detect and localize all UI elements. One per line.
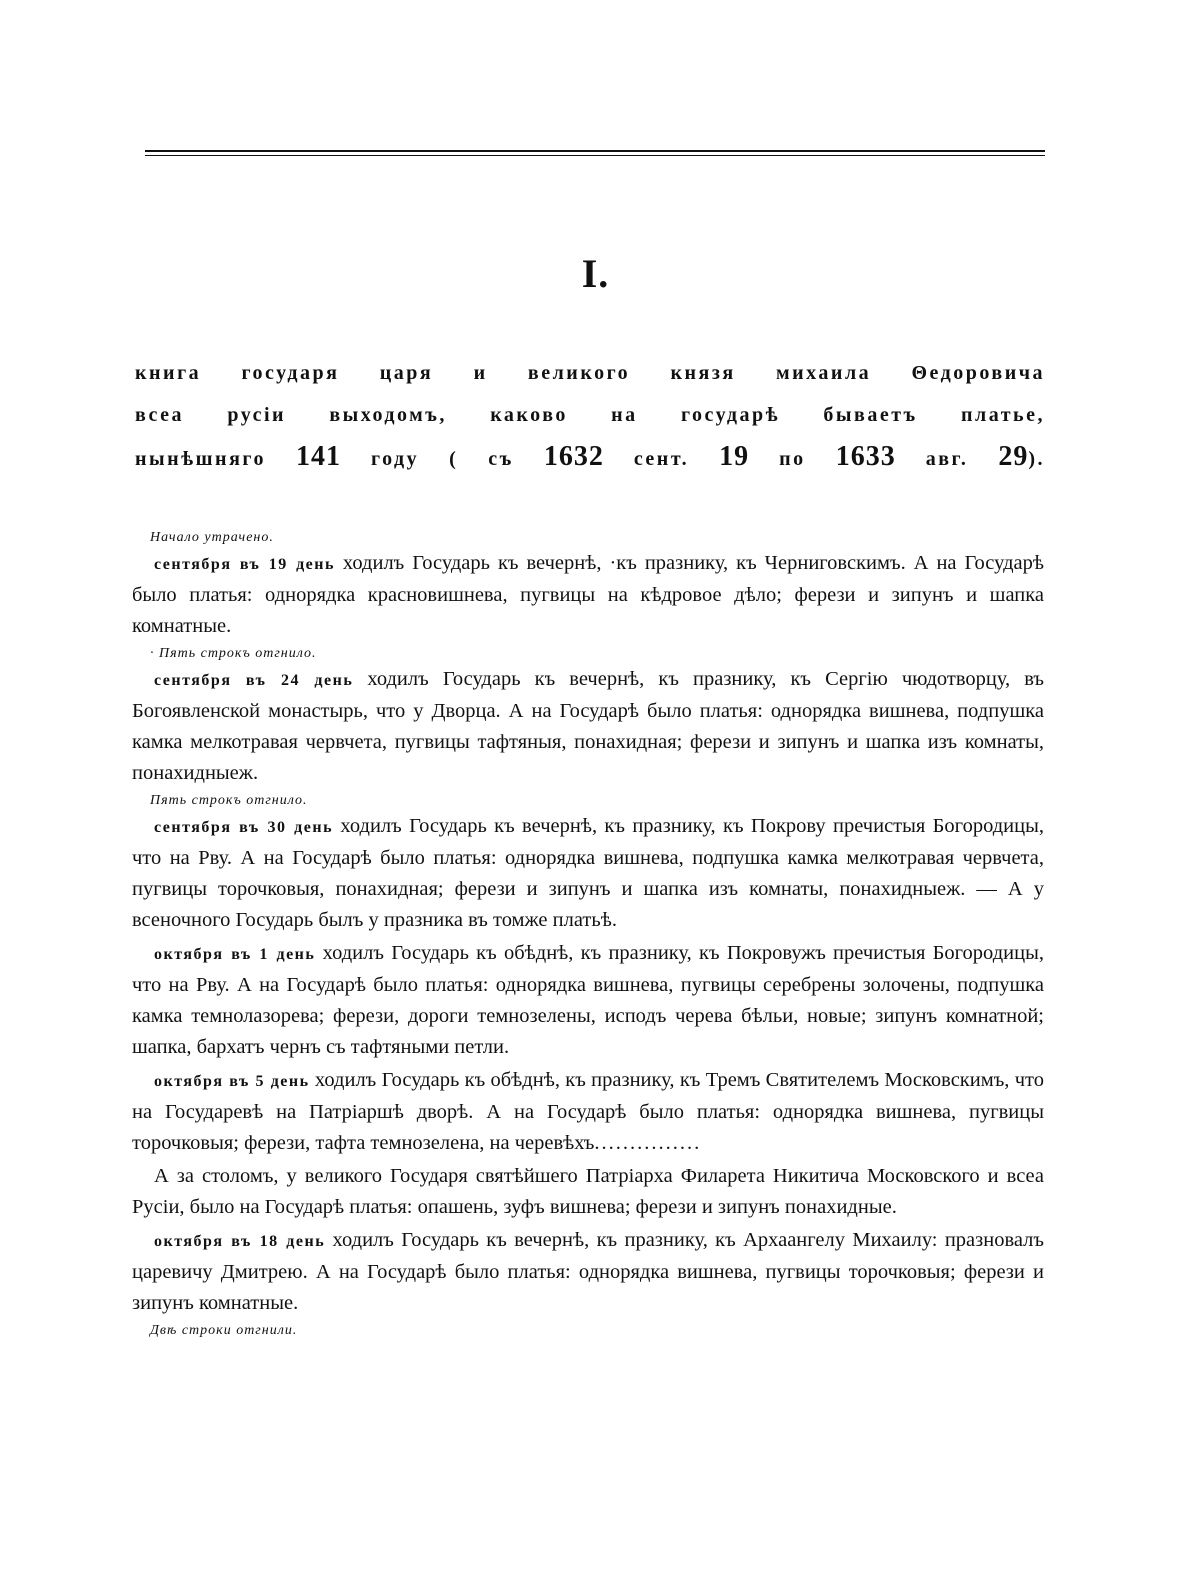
lacuna-dots: ............... (594, 1132, 702, 1154)
note-beginning-lost: Начало утрачено. (150, 530, 274, 545)
title-line-3-mid3: по (749, 448, 836, 470)
entry-text: ходилъ Государь къ вечернѣ, къ празнику, къ Архаангелу Михаилу: празновалъ царевичу Дмитрею. А на Государѣ было платья: однорядка вишнева, пугвицы торочковыя; ферези и зипунъ комнатные. (132, 1229, 1044, 1314)
entry-date: сентября въ 19 день (154, 556, 335, 573)
entry-oct-1 (132, 938, 1044, 1063)
title-year-141: 141 (295, 441, 341, 472)
note-five-lines-rotted-2: Пять строкъ отгнило. (150, 793, 308, 808)
entry-text: ходилъ Государь къ вечернѣ, ·къ празнику, къ Черниговскимъ. А на Государѣ было платья: однорядка красновишнева, пугвицы на кѣдровое дѣло; ферези и зипунъ и шапка комнатные. (132, 552, 1045, 637)
note-five-lines-rotted-1: · Пять строкъ отгнило. (150, 646, 317, 661)
entry-sep-30 (132, 811, 1044, 936)
entry-text: ходилъ Государь къ обѣднѣ, къ празнику, къ Покровужъ пречистыя Богородицы, что на Рву. А на Государѣ было платья: однорядка вишнева, пугвицы серебрены золочены, подпушка камка темнолазорева; ферези, дороги темнозелены, исподъ черева бѣльи, новые; зипунъ комнатной; шапка, бархатъ чернъ съ тафтяными петли. (132, 942, 1044, 1058)
title-year-1632: 1632 (543, 441, 604, 472)
title-line-3 (135, 436, 1045, 478)
entry-text: А за столомъ, у великого Государя святѣйшего Патріарха Филарета Никитича Московского и всеа Русіи, было на Государѣ платья: опашень, зуфъ вишнева; ферези и зипунъ понахидные. (132, 1165, 1044, 1218)
document-title (135, 352, 1045, 478)
entry-oct-18 (132, 1225, 1044, 1319)
entry-date: октября въ 18 день (154, 1233, 326, 1250)
title-day-29: 29 (998, 441, 1029, 472)
entry-date: октября въ 5 день (154, 1073, 310, 1090)
entry-date: сентября въ 30 день (154, 819, 334, 836)
entry-text: ходилъ Государь къ обѣднѣ, къ празнику, къ Тремъ Святителемъ Московскимъ, что на Государевѣ на Патріаршѣ дворѣ. А на Государѣ было платья: однорядка вишнева, пугвицы торочковыя; ферези, тафта темнозелена, на черевѣхъ (132, 1069, 1044, 1154)
entry-oct-5-table (132, 1161, 1044, 1223)
entry-text: ходилъ Государь къ вечернѣ, къ празнику, къ Покрову пречистыя Богородицы, что на Рву. А на Государѣ было платья: однорядка вишнева, подпушка камка мелкотравая червчета, пугвицы торочковыя, понахидная; ферези и зипунъ и шапка изъ комнаты, понахидныеж. — А у всеночного Государь былъ у празника въ томже платьѣ. (132, 815, 1045, 931)
rule-line-top (145, 150, 1045, 152)
title-line-3-mid2: сент. (603, 448, 720, 470)
document-body (132, 528, 1044, 1341)
entry-sep-19 (132, 548, 1044, 642)
rule-line-bottom (145, 155, 1045, 156)
header-rule (145, 150, 1045, 159)
title-line-3-mid4: авг. (895, 448, 999, 470)
title-day-19: 19 (719, 441, 750, 472)
note-two-lines-rotted: Двѣ строки отгнили. (150, 1323, 298, 1338)
title-line-2: всеа русіи выходомъ, каково на государѣ бываетъ платье, (135, 404, 1045, 426)
entry-date: октября въ 1 день (154, 946, 316, 963)
title-year-1633: 1633 (835, 441, 896, 472)
title-line-3-end: ). (1028, 448, 1045, 470)
entry-text: ходилъ Государь къ вечернѣ, къ празнику, къ Сергію чюдотворцу, въ Богоявленской монастырь, что у Дворца. А на Государѣ было платья: однорядка вишнева, подпушка камка мелкотравая червчета, пугвицы тафтяныя, понахидная; ферези и зипунъ и шапка изъ комнаты, понахидныеж. (132, 668, 1044, 784)
title-line-1: книга государя царя и великого князя михаила Θедоровича (135, 362, 1045, 384)
entry-date: сентября въ 24 день (154, 672, 354, 689)
entry-sep-24 (132, 664, 1044, 789)
entry-oct-5 (132, 1065, 1044, 1159)
chapter-number: I. (581, 251, 610, 296)
title-line-3-pre: нынѣшняго (135, 448, 296, 470)
title-line-3-mid1: году ( съ (340, 448, 544, 470)
